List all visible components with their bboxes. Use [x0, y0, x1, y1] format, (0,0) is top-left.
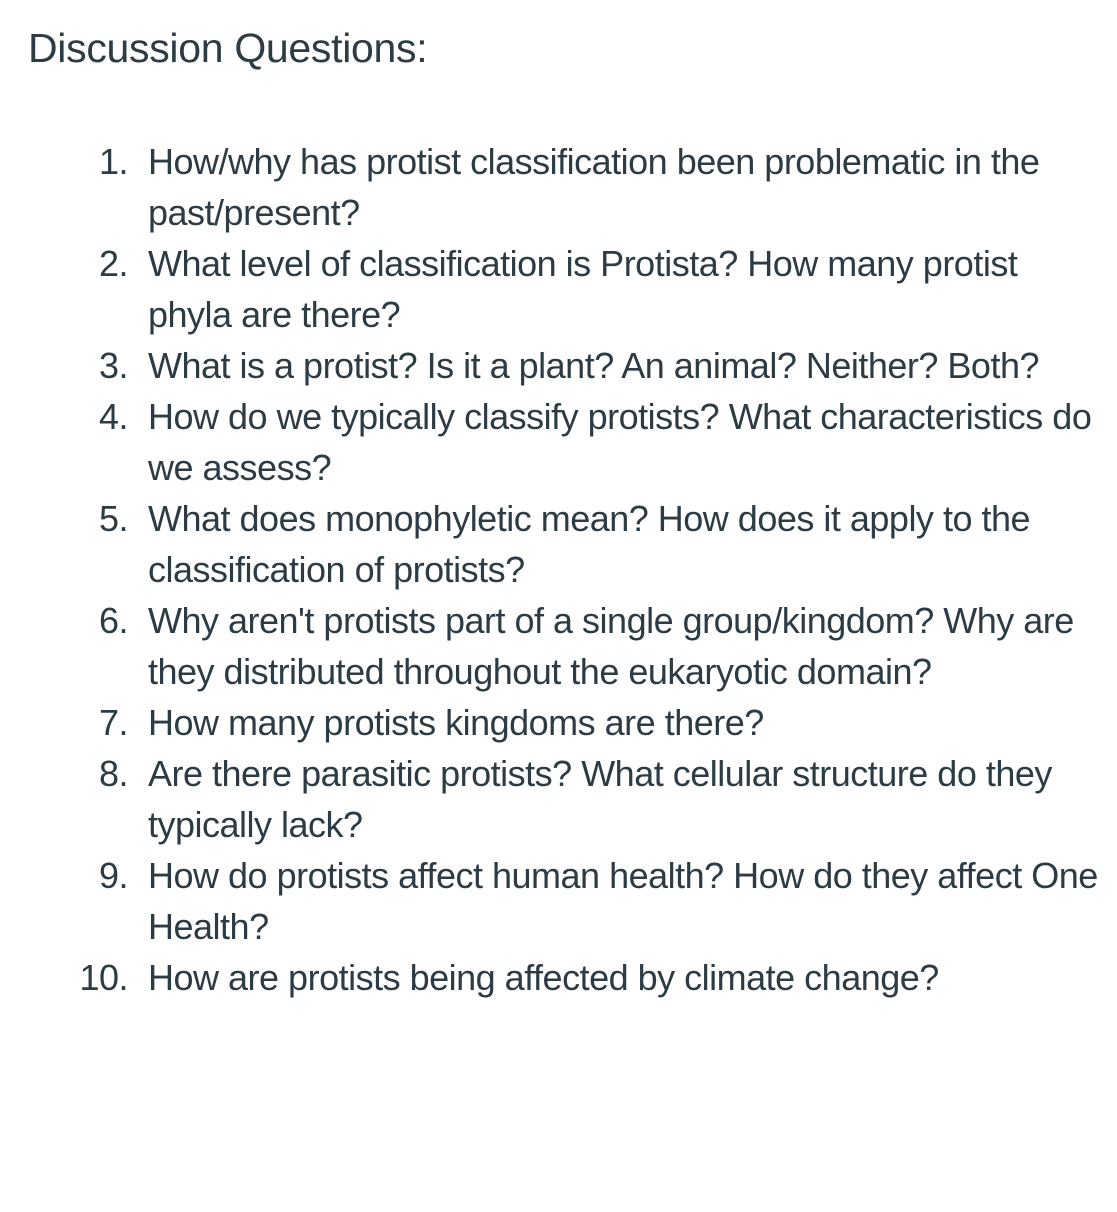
- question-number: 4.: [98, 396, 128, 437]
- question-text: How many protists kingdoms are there?: [148, 702, 764, 743]
- question-text: What is a protist? Is it a plant? An animal? Neither? Both?: [148, 345, 1039, 386]
- question-text: How are protists being affected by climate change?: [148, 957, 939, 998]
- question-item: [0, 391, 1103, 493]
- question-number: 8.: [98, 753, 128, 794]
- question-text: How do protists affect human health? How do they affect One Health?: [148, 855, 1098, 947]
- page-title: Discussion Questions:: [28, 25, 428, 71]
- question-text: Why aren't protists part of a single group/kingdom? Why are they distributed throughout the eukaryotic domain?: [148, 600, 1074, 692]
- question-item: [0, 493, 1103, 595]
- question-number: 1.: [98, 141, 128, 182]
- question-item: [0, 595, 1103, 697]
- question-number: 7.: [98, 702, 128, 743]
- question-item: [0, 136, 1103, 238]
- question-text: What level of classification is Protista? How many protist phyla are there?: [148, 243, 1018, 335]
- question-item: [0, 850, 1103, 952]
- question-item: [0, 952, 1103, 1003]
- question-number: 9.: [98, 855, 128, 896]
- question-number: 5.: [98, 498, 128, 539]
- question-text: How/why has protist classification been problematic in the past/present?: [148, 141, 1040, 233]
- question-item: [0, 238, 1103, 340]
- question-item: [0, 748, 1103, 850]
- question-list: [0, 136, 1117, 1003]
- question-number: 2.: [98, 243, 128, 284]
- question-text: How do we typically classify protists? What characteristics do we assess?: [148, 396, 1092, 488]
- question-number: 3.: [98, 345, 128, 386]
- question-text: Are there parasitic protists? What cellular structure do they typically lack?: [148, 753, 1052, 845]
- question-number: 6.: [98, 600, 128, 641]
- question-item: [0, 697, 1103, 748]
- question-number: 10.: [79, 957, 128, 998]
- question-item: [0, 340, 1103, 391]
- question-text: What does monophyletic mean? How does it apply to the classification of protists?: [148, 498, 1031, 590]
